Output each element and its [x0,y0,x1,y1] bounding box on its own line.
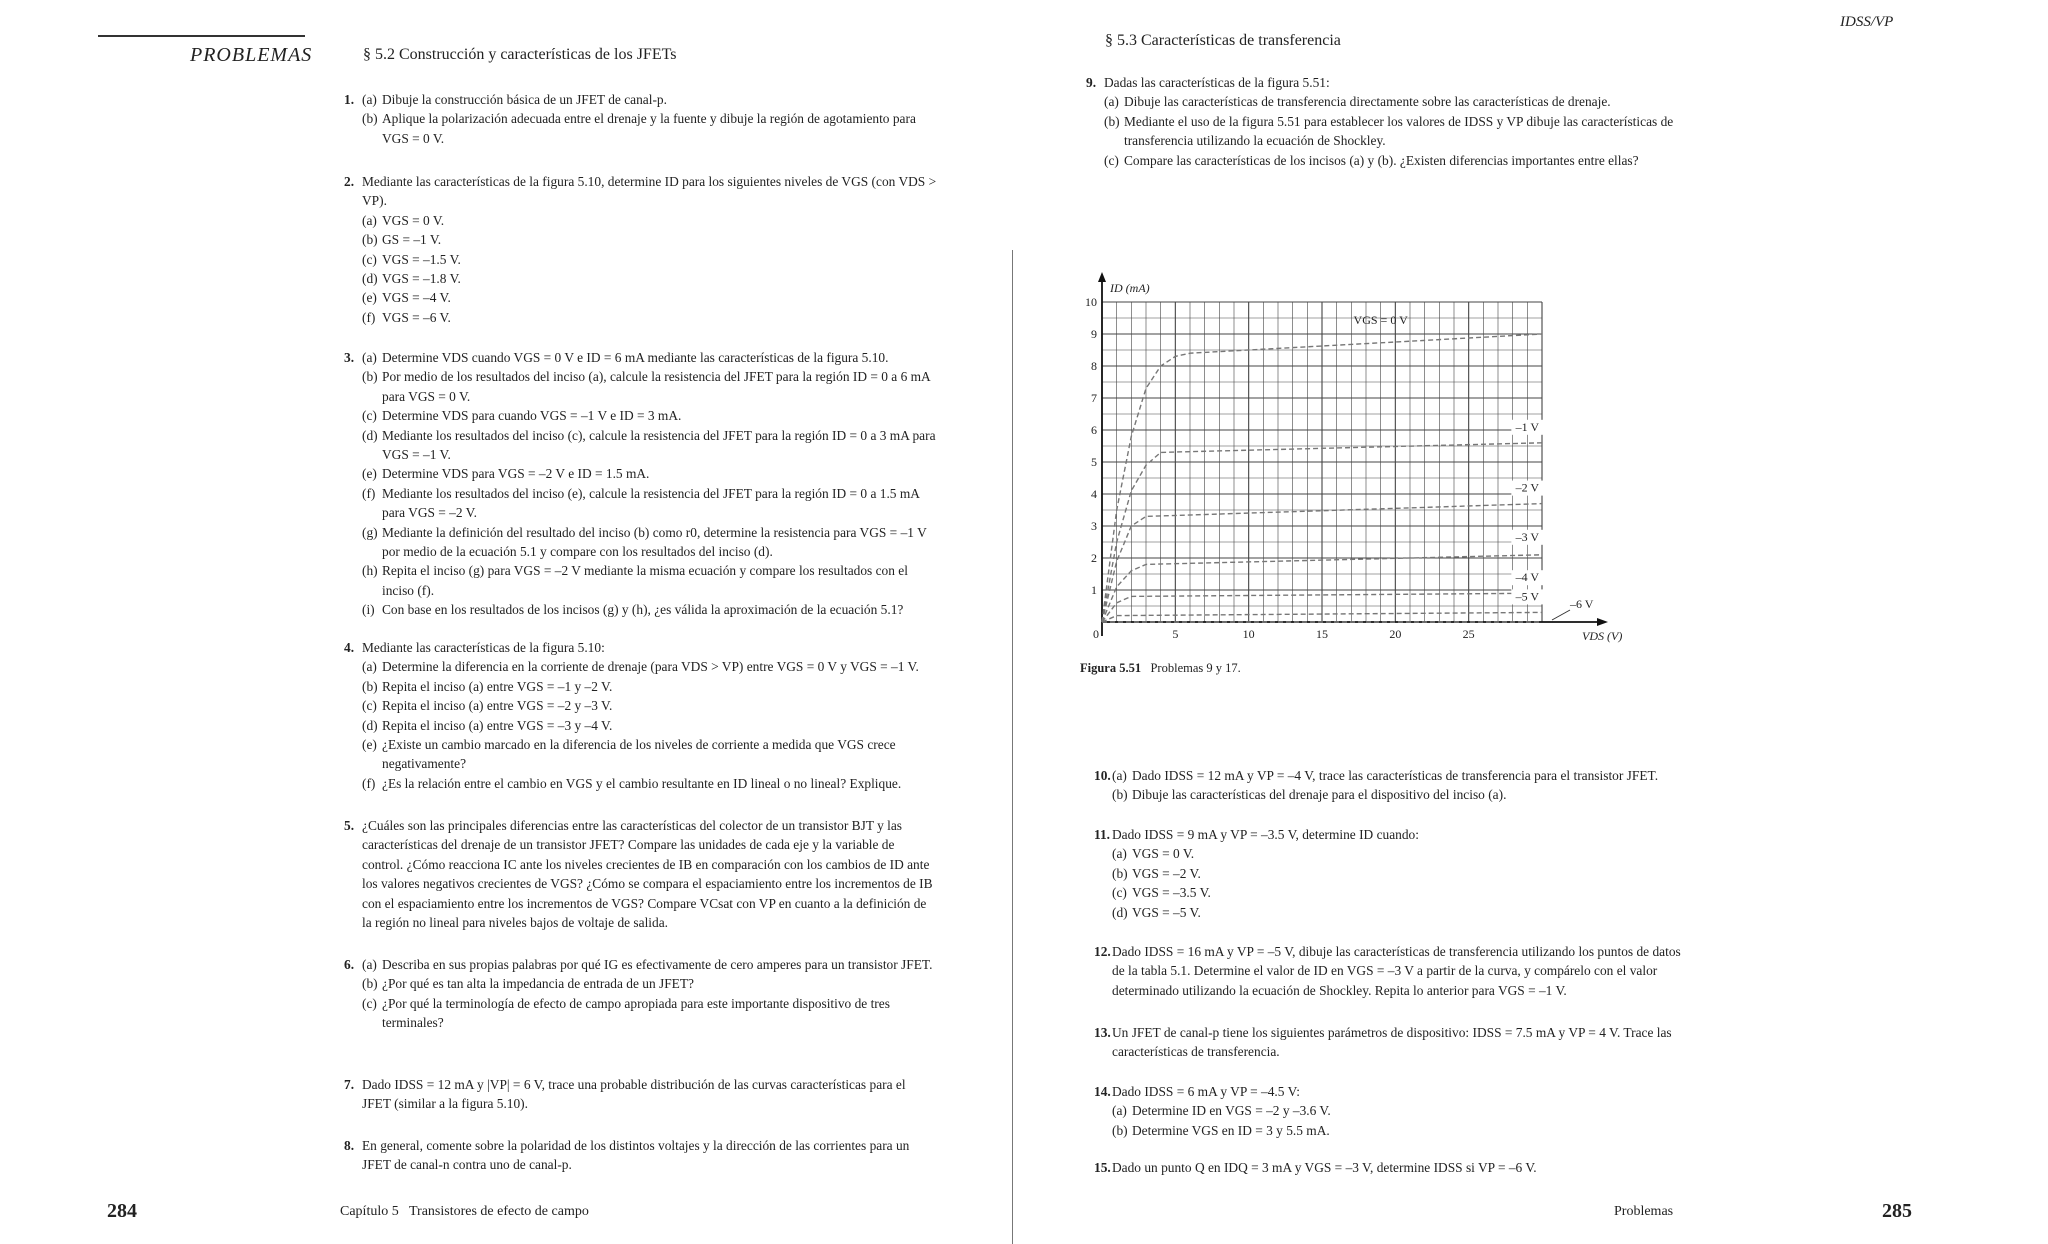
chapter-footer: Capítulo 5 Transistores de efecto de campo [340,1204,589,1219]
part-text: Determine VDS para cuando VGS = –1 V e ID = 3 mA. [382,408,682,424]
part-label: (f) [362,309,376,325]
part-text: Dibuje las características del drenaje para el dispositivo del inciso (a). [1132,787,1507,803]
problem-part [1112,1121,1687,1140]
problem-part [362,90,937,109]
part-label: (d) [362,717,378,733]
part-text: Dibuje la construcción básica de un JFET de canal-p. [382,92,667,107]
problem-part [362,696,937,715]
part-label: (c) [1104,152,1119,168]
problem-intro: Un JFET de canal-p tiene los siguientes parámetros de dispositivo: IDSS = 7.5 mA y VP = 4 V. Trace las características de transferencia. [1112,1025,1672,1060]
problem-4 [344,638,937,793]
part-label: (d) [1112,904,1128,920]
part-label: (f) [362,485,376,501]
part-label: (b) [1112,787,1128,803]
problem-part [1112,1101,1687,1120]
part-label: (a) [1112,846,1127,862]
x-axis-arrow [1597,618,1608,626]
problem-part [362,109,937,148]
part-label: (a) [362,957,377,972]
problem-10 [1094,766,1687,805]
series-label: –3 V [1515,529,1540,544]
figure-caption-text: Problemas 9 y 17. [1150,661,1241,675]
x-tick-label: 5 [1172,627,1179,641]
problem-part [362,288,937,307]
y-tick-label: 8 [1091,359,1097,373]
part-text: Repita el inciso (a) entre VGS = –1 y –2 V. [382,678,613,694]
part-text: Repita el inciso (a) entre VGS = –2 y –3 V. [382,698,613,714]
problem-8 [344,1136,937,1175]
problem-part [362,994,937,1033]
series-label: –6 V [1570,597,1594,611]
x-tick-label: 15 [1316,627,1328,641]
problem-part [362,735,937,774]
problem-number: 14. [1094,1084,1111,1099]
part-text: Repita el inciso (g) para VGS = –2 V mediante la misma ecuación y compare los resultados con el inciso (f). [382,563,908,598]
y-tick-label: 2 [1091,551,1097,565]
x-tick-label: 25 [1462,627,1475,641]
part-text: Determine ID en VGS = –2 y –3.6 V. [1132,1103,1331,1119]
part-text: VGS = 0 V. [382,212,445,228]
y-tick-label: 6 [1091,423,1097,437]
page-number-left: 284 [107,1200,137,1222]
part-label: (b) [362,232,378,248]
part-label: (d) [362,427,378,443]
part-text: VGS = –2 V. [1132,865,1201,881]
problem-number: 13. [1094,1025,1111,1040]
problem-1 [344,90,937,148]
problem-part [1112,785,1687,804]
part-text: VGS = –5 V. [1132,904,1201,920]
problem-intro: En general, comente sobre la polaridad de los distintos voltajes y la dirección de las corrientes para un JFET de canal-n contra uno de canal-p. [362,1138,910,1173]
y-axis-label: ID (mA) [1110,281,1150,295]
part-label: (a) [1104,94,1119,110]
problem-part [362,677,937,696]
drain-characteristics-chart [1060,260,1640,650]
problem-part [362,955,937,974]
part-label: (b) [362,369,378,385]
y-axis-arrow [1098,272,1106,282]
section-heading: § 5.2 Construcción y características de los JFETs [363,46,677,63]
page-gutter [1012,250,1013,1244]
series-label: –2 V [1515,480,1540,495]
part-label: (e) [362,737,377,753]
problem-intro: Mediante las características de la figura 5.10, determine ID para los siguientes niveles de VGS (con VDS > VP). [362,174,937,209]
part-text: VGS = 0 V. [1132,846,1195,862]
problem-part [362,974,937,993]
problem-12 [1094,942,1687,1000]
problem-part [1104,92,1689,111]
y-tick-label: 3 [1091,519,1097,533]
part-label: (b) [1112,865,1128,881]
problem-intro: Mediante las características de la figura 5.10: [362,640,605,655]
part-text: Mediante los resultados del inciso (e), calcule la resistencia del JFET para la región ID = 0 a 1.5 mA para VGS = –2 V. [382,485,920,521]
part-label: (b) [1104,113,1120,129]
part-label: (c) [362,408,377,424]
problem-part [1112,844,1687,863]
y-tick-label: 4 [1091,487,1097,501]
problem-part [1112,766,1687,785]
chart-grid [1102,302,1542,622]
problem-part [1104,112,1689,151]
part-label: (a) [1112,768,1127,783]
part-text: VGS = –3.5 V. [1132,885,1211,901]
series-label: –5 V [1515,589,1540,604]
problem-part [362,657,937,676]
series-label: –4 V [1515,570,1540,585]
problem-number: 10. [1094,768,1111,783]
corner-label: IDSS/VP [1840,14,1894,30]
part-text: ¿Por qué es tan alta la impedancia de entrada de un JFET? [382,976,694,992]
part-text: GS = –1 V. [382,232,442,248]
y-tick-label: 5 [1091,455,1097,469]
problem-14 [1094,1082,1687,1140]
part-label: (d) [362,271,378,287]
problem-part [362,600,937,619]
page-number-right: 285 [1882,1200,1912,1222]
part-text: Determine la diferencia en la corriente de drenaje (para VDS > VP) entre VGS = 0 V y VGS = –1 V. [382,659,919,675]
series-label-leader [1552,610,1570,620]
part-label: (f) [362,775,376,791]
problem-3 [344,348,937,620]
y-tick-label: 1 [1091,583,1097,597]
page-title: PROBLEMAS [190,44,313,66]
problem-number: 7. [344,1077,355,1092]
problem-number: 5. [344,818,355,833]
problem-number: 15. [1094,1160,1111,1175]
problem-intro: Dado IDSS = 9 mA y VP = –3.5 V, determine ID cuando: [1112,827,1419,842]
part-label: (a) [362,92,377,107]
header-rule [98,35,305,37]
problem-part [362,230,937,249]
problem-part [362,716,937,735]
section-heading-right: § 5.3 Características de transferencia [1105,32,1341,49]
problem-number: 4. [344,640,355,655]
problem-part [362,250,937,269]
problem-intro: Dado IDSS = 16 mA y VP = –5 V, dibuje las características de transferencia utilizando los puntos de datos de la tabla 5.1. Determine el valor de ID en VGS = –3 V a partir de la curva, y compárelo con el valor determinado utilizando la ecuación de Shockley. Repita lo anterior para VGS = –1 V. [1112,944,1681,998]
part-label: (b) [1112,1122,1128,1138]
problem-part [362,367,937,406]
part-text: Por medio de los resultados del inciso (a), calcule la resistencia del JFET para la región ID = 0 a 6 mA para VGS = 0 V. [382,369,930,404]
problem-number: 3. [344,350,355,365]
part-label: (a) [362,212,377,228]
part-text: Repita el inciso (a) entre VGS = –3 y –4 V. [382,717,613,733]
x-tick-label: 0 [1093,627,1099,641]
x-axis-label: VDS (V) [1582,629,1623,643]
problem-7 [344,1075,937,1114]
y-tick-label: 10 [1085,295,1097,309]
figure-caption-label: Figura 5.51 [1080,661,1142,675]
problem-13 [1094,1023,1687,1062]
problem-15 [1094,1158,1687,1177]
part-text: ¿Es la relación entre el cambio en VGS y el cambio resultante en ID lineal o no lineal? Explique. [382,775,902,791]
problem-part [362,308,937,327]
part-text: Aplique la polarización adecuada entre el drenaje y la fuente y dibuje la región de agotamiento para VGS = 0 V. [382,111,916,146]
part-text: Con base en los resultados de los incisos (g) y (h), ¿es válida la aproximación de la ecuación 5.1? [382,602,904,618]
y-tick-label: 7 [1091,391,1097,405]
part-text: Dado IDSS = 12 mA y VP = –4 V, trace las características de transferencia para el transistor JFET. [1132,768,1659,783]
problem-part [362,269,937,288]
part-label: (a) [362,350,377,365]
problem-part [362,774,937,793]
part-label: (c) [362,698,377,714]
part-label: (a) [362,659,377,675]
part-text: Compare las características de los incisos (a) y (b). ¿Existen diferencias importantes entre ellas? [1124,152,1639,168]
figure-caption [1080,661,1241,676]
problem-intro: ¿Cuáles son las principales diferencias entre las características del colector de un transistor BJT y las características del drenaje de un transistor JFET? Compare las unidades de cada eje y la variable de control. ¿Cómo reacciona IC ante los niveles crecientes de IB en comparación con los cambios de ID ante los valores negativos crecientes de VGS? ¿Cómo se compara el espaciamiento entre los incrementos de IB con el espaciamiento entre los incrementos de VGS? Compare VCsat con VP en cuanto a la definición de la región no lineal para niveles bajos de voltaje de salida. [362,818,933,931]
problem-part [362,523,937,562]
part-label: (g) [362,524,378,540]
problem-part [362,464,937,483]
problem-part [362,211,937,230]
problem-number: 6. [344,957,355,972]
part-label: (b) [362,976,378,992]
part-label: (b) [362,678,378,694]
part-text: Dibuje las características de transferencia directamente sobre las características de drenaje. [1124,94,1611,110]
x-tick-label: 20 [1389,627,1402,641]
problem-part [1112,864,1687,883]
problem-part [362,348,937,367]
part-text: VGS = –4 V. [382,290,451,306]
part-text: VGS = –6 V. [382,309,451,325]
part-label: (i) [362,602,375,618]
problem-number: 11. [1094,827,1110,842]
part-label: (c) [362,251,377,267]
problem-intro: Dado IDSS = 6 mA y VP = –4.5 V: [1112,1084,1300,1099]
part-text: ¿Existe un cambio marcado en la diferencia de los niveles de corriente a medida que VGS crece negativamente? [382,737,896,772]
problem-6 [344,955,937,1033]
problem-5 [344,816,937,932]
part-text: Mediante el uso de la figura 5.51 para establecer los valores de IDSS y VP dibuje las características de transferencia utilizando la ecuación de Shockley. [1124,113,1674,149]
problem-9 [1086,73,1689,170]
part-text: Mediante la definición del resultado del inciso (b) como r0, determine la resistencia para VGS = –1 V por medio de la ecuación 5.1 y compare con los resultados del inciso (d). [382,524,927,560]
problem-number: 12. [1094,944,1111,959]
part-text: Determine VDS para VGS = –2 V e ID = 1.5 mA. [382,466,650,482]
problem-number: 8. [344,1138,355,1153]
problem-11 [1094,825,1687,922]
part-label: (b) [362,111,378,127]
part-text: Mediante los resultados del inciso (c), calcule la resistencia del JFET para la región ID = 0 a 3 mA para VGS = –1 V. [382,427,936,463]
y-tick-label: 9 [1091,327,1097,341]
part-label: (e) [362,290,377,306]
part-label: (c) [362,995,377,1011]
series-label: VGS = 0 V [1353,313,1408,327]
part-label: (a) [1112,1103,1127,1119]
part-text: Describa en sus propias palabras por qué IG es efectivamente de cero amperes para un transistor JFET. [382,957,933,972]
part-label: (e) [362,466,377,482]
problems-footer: Problemas [1614,1204,1674,1219]
problem-part [1112,883,1687,902]
problem-part [362,406,937,425]
problem-part [1112,903,1687,922]
x-tick-label: 10 [1242,627,1255,641]
part-text: Determine VDS cuando VGS = 0 V e ID = 6 mA mediante las características de la figura 5.10. [382,350,889,365]
problem-part [362,561,937,600]
problem-number: 1. [344,92,355,107]
part-text: VGS = –1.5 V. [382,251,461,267]
problem-2 [344,172,937,327]
problem-part [362,484,937,523]
problem-number: 2. [344,174,355,189]
problem-intro: Dado un punto Q en IDQ = 3 mA y VGS = –3 V, determine IDSS si VP = –6 V. [1112,1160,1537,1175]
part-label: (c) [1112,885,1127,901]
part-label: (h) [362,563,378,579]
part-text: ¿Por qué la terminología de efecto de campo apropiada para este importante dispositivo de tres terminales? [382,995,890,1031]
problem-intro: Dado IDSS = 12 mA y |VP| = 6 V, trace una probable distribución de las curvas características para el JFET (similar a la figura 5.10). [362,1077,906,1112]
problem-intro: Dadas las características de la figura 5.51: [1104,75,1330,90]
problem-part [1104,151,1689,170]
part-text: Determine VGS en ID = 3 y 5.5 mA. [1132,1122,1330,1138]
series-label: –1 V [1515,419,1540,434]
problem-part [362,426,937,465]
part-text: VGS = –1.8 V. [382,271,461,287]
problem-number: 9. [1086,75,1097,90]
